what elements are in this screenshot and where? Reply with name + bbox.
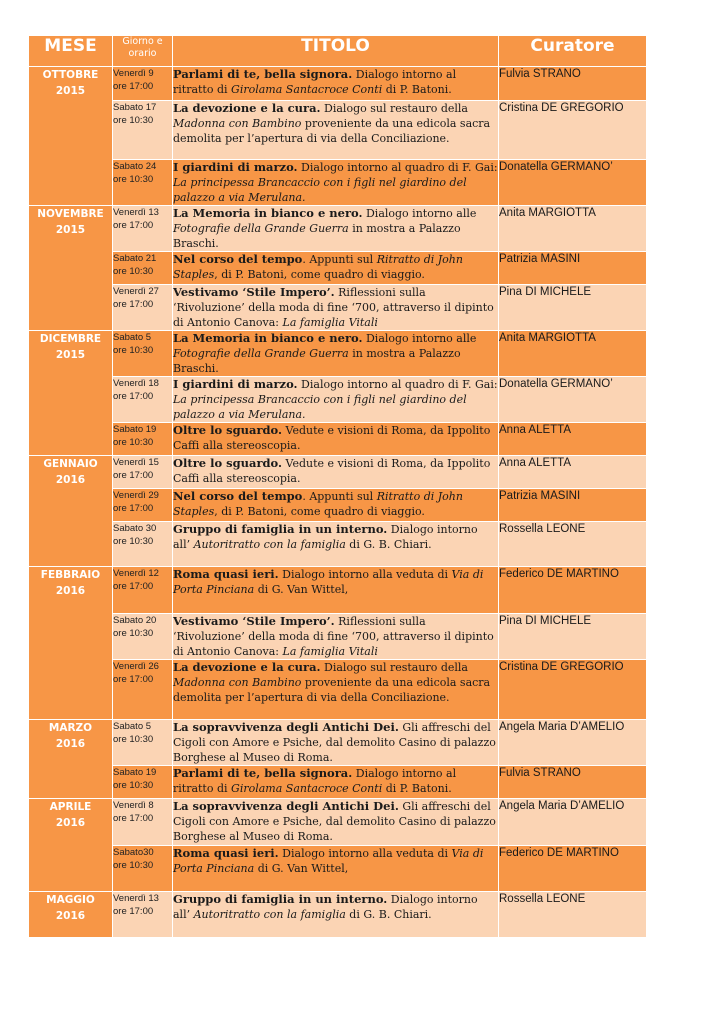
table-row xyxy=(29,285,647,331)
giorno-time: ore 10:30 xyxy=(113,345,154,356)
event-description: Vedute e visioni di Roma, da Ippolito Caffi alla stereoscopia. xyxy=(173,424,491,452)
event-description: . Appunti sul xyxy=(302,253,377,266)
event-description: in mostra a Palazzo Braschi. xyxy=(173,222,461,250)
curatore-cell: Federico DE MARTINO xyxy=(499,567,647,614)
titolo-cell xyxy=(173,567,499,614)
giorno-time: ore 17:00 xyxy=(113,299,154,310)
titolo-cell xyxy=(173,766,499,799)
mese-year: 2016 xyxy=(55,817,86,829)
giorno-day: Venerdì 26 xyxy=(113,661,159,672)
event-description: Dialogo intorno alle xyxy=(362,207,477,220)
event-title: La devozione e la cura. xyxy=(173,101,321,115)
giorno-cell xyxy=(113,331,173,377)
mese-cell xyxy=(29,567,113,720)
mese-name: FEBBRAIO xyxy=(40,569,101,581)
artwork-title: Autoritratto con la famiglia xyxy=(193,908,346,921)
giorno-cell xyxy=(113,206,173,252)
header-titolo: TITOLO xyxy=(173,36,499,67)
mese-year: 2016 xyxy=(55,474,86,486)
giorno-cell xyxy=(113,423,173,456)
giorno-cell xyxy=(113,799,173,846)
event-title: La sopravvivenza degli Antichi Dei. xyxy=(173,799,399,813)
event-description: Gli affreschi del Cigoli con Amore e Psiche, dal demolito Casino di palazzo Borghese al Museo di Roma. xyxy=(173,800,496,843)
giorno-day: Sabato30 xyxy=(113,847,154,858)
event-title: Gruppo di famiglia in un interno. xyxy=(173,892,388,906)
table-row xyxy=(29,252,647,285)
event-description: di P. Batoni. xyxy=(382,782,452,795)
event-description: Dialogo intorno alla veduta di xyxy=(278,568,452,581)
giorno-time: ore 17:00 xyxy=(113,220,154,231)
giorno-time: ore 17:00 xyxy=(113,81,154,92)
event-description: Vedute e visioni di Roma, da Ippolito Caffi alla stereoscopia. xyxy=(173,457,491,485)
event-description: Riflessioni sulla ‘Rivoluzione’ della moda di fine ‘700, attraverso il dipinto di Antonio Canova: xyxy=(173,286,494,329)
titolo-cell xyxy=(173,252,499,285)
artwork-title: Girolama Santacroce Conti xyxy=(231,83,383,96)
table-row xyxy=(29,101,647,160)
giorno-day: Venerdì 29 xyxy=(113,490,159,501)
table-row xyxy=(29,720,647,766)
giorno-day: Sabato 5 xyxy=(113,721,152,732)
giorno-day: Venerdì 9 xyxy=(113,68,154,79)
mese-year: 2015 xyxy=(55,349,86,361)
event-description: di G. B. Chiari. xyxy=(345,538,432,551)
table-row xyxy=(29,766,647,799)
titolo-cell xyxy=(173,489,499,522)
titolo-cell xyxy=(173,720,499,766)
mese-cell xyxy=(29,331,113,456)
titolo-cell xyxy=(173,285,499,331)
mese-year: 2015 xyxy=(55,85,86,97)
giorno-time: ore 17:00 xyxy=(113,470,154,481)
event-description: , di P. Batoni, come quadro di viaggio. xyxy=(214,505,425,518)
giorno-cell xyxy=(113,377,173,423)
mese-name: OTTOBRE xyxy=(42,69,99,81)
table-row xyxy=(29,377,647,423)
giorno-day: Sabato 24 xyxy=(113,161,157,172)
giorno-time: ore 10:30 xyxy=(113,115,154,126)
mese-cell xyxy=(29,720,113,799)
artwork-title: La famiglia Vitali xyxy=(282,645,378,658)
giorno-time: ore 10:30 xyxy=(113,266,154,277)
event-description: Dialogo intorno all’ xyxy=(173,523,478,551)
artwork-title: Madonna con Bambino xyxy=(173,117,302,130)
giorno-day: Sabato 21 xyxy=(113,253,157,264)
header-giorno: Giorno e orario xyxy=(113,36,173,67)
table-row xyxy=(29,206,647,252)
event-description: Dialogo intorno alle xyxy=(362,332,477,345)
event-title: Vestivamo ‘Stile Impero’. xyxy=(173,285,335,299)
giorno-day: Sabato 19 xyxy=(113,424,157,435)
table-row xyxy=(29,892,647,938)
event-title: I giardini di marzo. xyxy=(173,160,298,174)
event-title: Oltre lo sguardo. xyxy=(173,423,283,437)
curatore-cell: Pina DI MICHELE xyxy=(499,285,647,331)
giorno-cell xyxy=(113,285,173,331)
giorno-cell xyxy=(113,252,173,285)
event-title: Roma quasi ieri. xyxy=(173,846,279,860)
curatore-cell: Angela Maria D’AMELIO xyxy=(499,720,647,766)
mese-name: APRILE xyxy=(49,801,92,813)
event-description: Dialogo intorno al ritratto di xyxy=(173,68,457,96)
giorno-day: Venerdì 12 xyxy=(113,568,159,579)
table-row xyxy=(29,331,647,377)
event-description: Riflessioni sulla ‘Rivoluzione’ della moda di fine ‘700, attraverso il dipinto di Antonio Canova: xyxy=(173,615,494,658)
event-description: . Appunti sul xyxy=(302,490,377,503)
titolo-cell xyxy=(173,331,499,377)
mese-year: 2016 xyxy=(55,585,86,597)
event-description: di G. Van Wittel, xyxy=(254,862,349,875)
giorno-cell xyxy=(113,489,173,522)
event-description: di G. B. Chiari. xyxy=(345,908,432,921)
curatore-cell: Rossella LEONE xyxy=(499,892,647,938)
event-description: Dialogo intorno al quadro di F. Gai: xyxy=(297,378,498,391)
artwork-title: Via di Porta Pinciana xyxy=(173,568,484,596)
curatore-cell: Donatella GERMANO’ xyxy=(499,160,647,206)
giorno-day: Venerdì 15 xyxy=(113,457,159,468)
schedule-table xyxy=(28,35,647,938)
giorno-day: Venerdì 27 xyxy=(113,286,159,297)
giorno-day: Venerdì 13 xyxy=(113,893,159,904)
event-title: La devozione e la cura. xyxy=(173,660,321,674)
titolo-cell xyxy=(173,522,499,567)
mese-year: 2016 xyxy=(55,738,86,750)
artwork-title: Ritratto di John Staples xyxy=(173,490,463,518)
giorno-time: ore 10:30 xyxy=(113,437,154,448)
event-description: Dialogo sul restauro della xyxy=(320,102,468,115)
header-curatore: Curatore xyxy=(499,36,647,67)
giorno-time: ore 10:30 xyxy=(113,536,154,547)
event-title: Oltre lo sguardo. xyxy=(173,456,283,470)
mese-name: GENNAIO xyxy=(43,458,98,470)
header-mese: MESE xyxy=(29,36,113,67)
curatore-cell: Anita MARGIOTTA xyxy=(499,206,647,252)
giorno-day: Venerdì 8 xyxy=(113,800,154,811)
event-title: I giardini di marzo. xyxy=(173,377,298,391)
event-description: di G. Van Wittel, xyxy=(254,583,349,596)
giorno-day: Sabato 30 xyxy=(113,523,157,534)
event-title: Vestivamo ‘Stile Impero’. xyxy=(173,614,335,628)
artwork-title: Fotografie della Grande Guerra xyxy=(173,222,349,235)
giorno-time: ore 17:00 xyxy=(113,503,154,514)
artwork-title: Girolama Santacroce Conti xyxy=(231,782,383,795)
event-title: La sopravvivenza degli Antichi Dei. xyxy=(173,720,399,734)
titolo-cell xyxy=(173,377,499,423)
event-description: Dialogo intorno all’ xyxy=(173,893,478,921)
curatore-cell: Angela Maria D’AMELIO xyxy=(499,799,647,846)
table-row xyxy=(29,160,647,206)
curatore-cell: Rossella LEONE xyxy=(499,522,647,567)
curatore-cell: Patrizia MASINI xyxy=(499,489,647,522)
artwork-title: Autoritratto con la famiglia xyxy=(193,538,346,551)
giorno-time: ore 10:30 xyxy=(113,174,154,185)
giorno-time: ore 10:30 xyxy=(113,780,154,791)
titolo-cell xyxy=(173,799,499,846)
artwork-title: La principessa Brancaccio con i figli nel giardino del palazzo a via Merulana. xyxy=(173,176,467,204)
curatore-cell: Cristina DE GREGORIO xyxy=(499,660,647,720)
artwork-title: Via di Porta Pinciana xyxy=(173,847,484,875)
mese-name: MARZO xyxy=(48,722,93,734)
curatore-cell: Anita MARGIOTTA xyxy=(499,331,647,377)
giorno-time: ore 17:00 xyxy=(113,391,154,402)
event-description: di P. Batoni. xyxy=(382,83,452,96)
titolo-cell xyxy=(173,423,499,456)
giorno-cell xyxy=(113,101,173,160)
giorno-day: Venerdì 18 xyxy=(113,378,159,389)
event-description: Dialogo intorno al ritratto di xyxy=(173,767,457,795)
event-title: Parlami di te, bella signora. xyxy=(173,67,353,81)
artwork-title: La principessa Brancaccio con i figli nel giardino del palazzo a via Merulana. xyxy=(173,393,467,421)
event-description: proveniente da una edicola sacra demolita per l’apertura di via della Conciliazione. xyxy=(173,117,491,145)
giorno-cell xyxy=(113,846,173,892)
giorno-time: ore 17:00 xyxy=(113,813,154,824)
event-title: La Memoria in bianco e nero. xyxy=(173,331,363,345)
curatore-cell: Anna ALETTA xyxy=(499,423,647,456)
mese-cell xyxy=(29,206,113,331)
titolo-cell xyxy=(173,206,499,252)
header-row xyxy=(29,36,647,67)
giorno-time: ore 10:30 xyxy=(113,628,154,639)
giorno-time: ore 17:00 xyxy=(113,581,154,592)
mese-cell xyxy=(29,799,113,892)
titolo-cell xyxy=(173,614,499,660)
table-row xyxy=(29,567,647,614)
artwork-title: Ritratto di John Staples xyxy=(173,253,463,281)
event-description: Gli affreschi del Cigoli con Amore e Psiche, dal demolito Casino di palazzo Borghese al Museo di Roma. xyxy=(173,721,496,764)
titolo-cell xyxy=(173,67,499,101)
giorno-cell xyxy=(113,614,173,660)
giorno-cell xyxy=(113,160,173,206)
artwork-title: Madonna con Bambino xyxy=(173,676,302,689)
giorno-time: ore 10:30 xyxy=(113,860,154,871)
event-description: , di P. Batoni, come quadro di viaggio. xyxy=(214,268,425,281)
giorno-cell xyxy=(113,522,173,567)
giorno-cell xyxy=(113,67,173,101)
table-row xyxy=(29,67,647,101)
titolo-cell xyxy=(173,160,499,206)
event-title: Nel corso del tempo xyxy=(173,489,303,503)
table-row xyxy=(29,489,647,522)
artwork-title: Fotografie della Grande Guerra xyxy=(173,347,349,360)
giorno-day: Sabato 17 xyxy=(113,102,157,113)
curatore-cell: Patrizia MASINI xyxy=(499,252,647,285)
curatore-cell: Cristina DE GREGORIO xyxy=(499,101,647,160)
giorno-time: ore 17:00 xyxy=(113,674,154,685)
giorno-day: Venerdì 13 xyxy=(113,207,159,218)
curatore-cell: Fulvia STRANO xyxy=(499,766,647,799)
event-description: in mostra a Palazzo Braschi. xyxy=(173,347,461,375)
table-row xyxy=(29,846,647,892)
event-title: Parlami di te, bella signora. xyxy=(173,766,353,780)
giorno-cell xyxy=(113,892,173,938)
artwork-title: La famiglia Vitali xyxy=(282,316,378,329)
mese-name: DICEMBRE xyxy=(39,333,102,345)
event-description: Dialogo intorno al quadro di F. Gai: xyxy=(297,161,498,174)
titolo-cell xyxy=(173,846,499,892)
curatore-cell: Pina DI MICHELE xyxy=(499,614,647,660)
mese-year: 2015 xyxy=(55,224,86,236)
giorno-day: Sabato 5 xyxy=(113,332,152,343)
giorno-cell xyxy=(113,660,173,720)
curatore-cell: Federico DE MARTINO xyxy=(499,846,647,892)
table-row xyxy=(29,456,647,489)
giorno-cell xyxy=(113,567,173,614)
table-row xyxy=(29,522,647,567)
titolo-cell xyxy=(173,892,499,938)
mese-cell xyxy=(29,456,113,567)
table-row xyxy=(29,660,647,720)
mese-year: 2016 xyxy=(55,910,86,922)
giorno-time: ore 17:00 xyxy=(113,906,154,917)
mese-cell xyxy=(29,67,113,206)
event-description: Dialogo intorno alla veduta di xyxy=(278,847,452,860)
mese-name: MAGGIO xyxy=(46,894,95,906)
mese-name: NOVEMBRE xyxy=(37,208,104,220)
giorno-day: Sabato 20 xyxy=(113,615,157,626)
event-title: Nel corso del tempo xyxy=(173,252,303,266)
curatore-cell: Anna ALETTA xyxy=(499,456,647,489)
mese-cell xyxy=(29,892,113,938)
event-description: Dialogo sul restauro della xyxy=(320,661,468,674)
titolo-cell xyxy=(173,456,499,489)
table-row xyxy=(29,799,647,846)
titolo-cell xyxy=(173,660,499,720)
giorno-cell xyxy=(113,456,173,489)
table-row xyxy=(29,423,647,456)
event-title: La Memoria in bianco e nero. xyxy=(173,206,363,220)
titolo-cell xyxy=(173,101,499,160)
curatore-cell: Fulvia STRANO xyxy=(499,67,647,101)
event-description: proveniente da una edicola sacra demolita per l’apertura di via della Conciliazione. xyxy=(173,676,491,704)
curatore-cell: Donatella GERMANO’ xyxy=(499,377,647,423)
giorno-day: Sabato 19 xyxy=(113,767,157,778)
giorno-cell xyxy=(113,720,173,766)
table-row xyxy=(29,614,647,660)
event-title: Gruppo di famiglia in un interno. xyxy=(173,522,388,536)
giorno-time: ore 10:30 xyxy=(113,734,154,745)
event-title: Roma quasi ieri. xyxy=(173,567,279,581)
giorno-cell xyxy=(113,766,173,799)
